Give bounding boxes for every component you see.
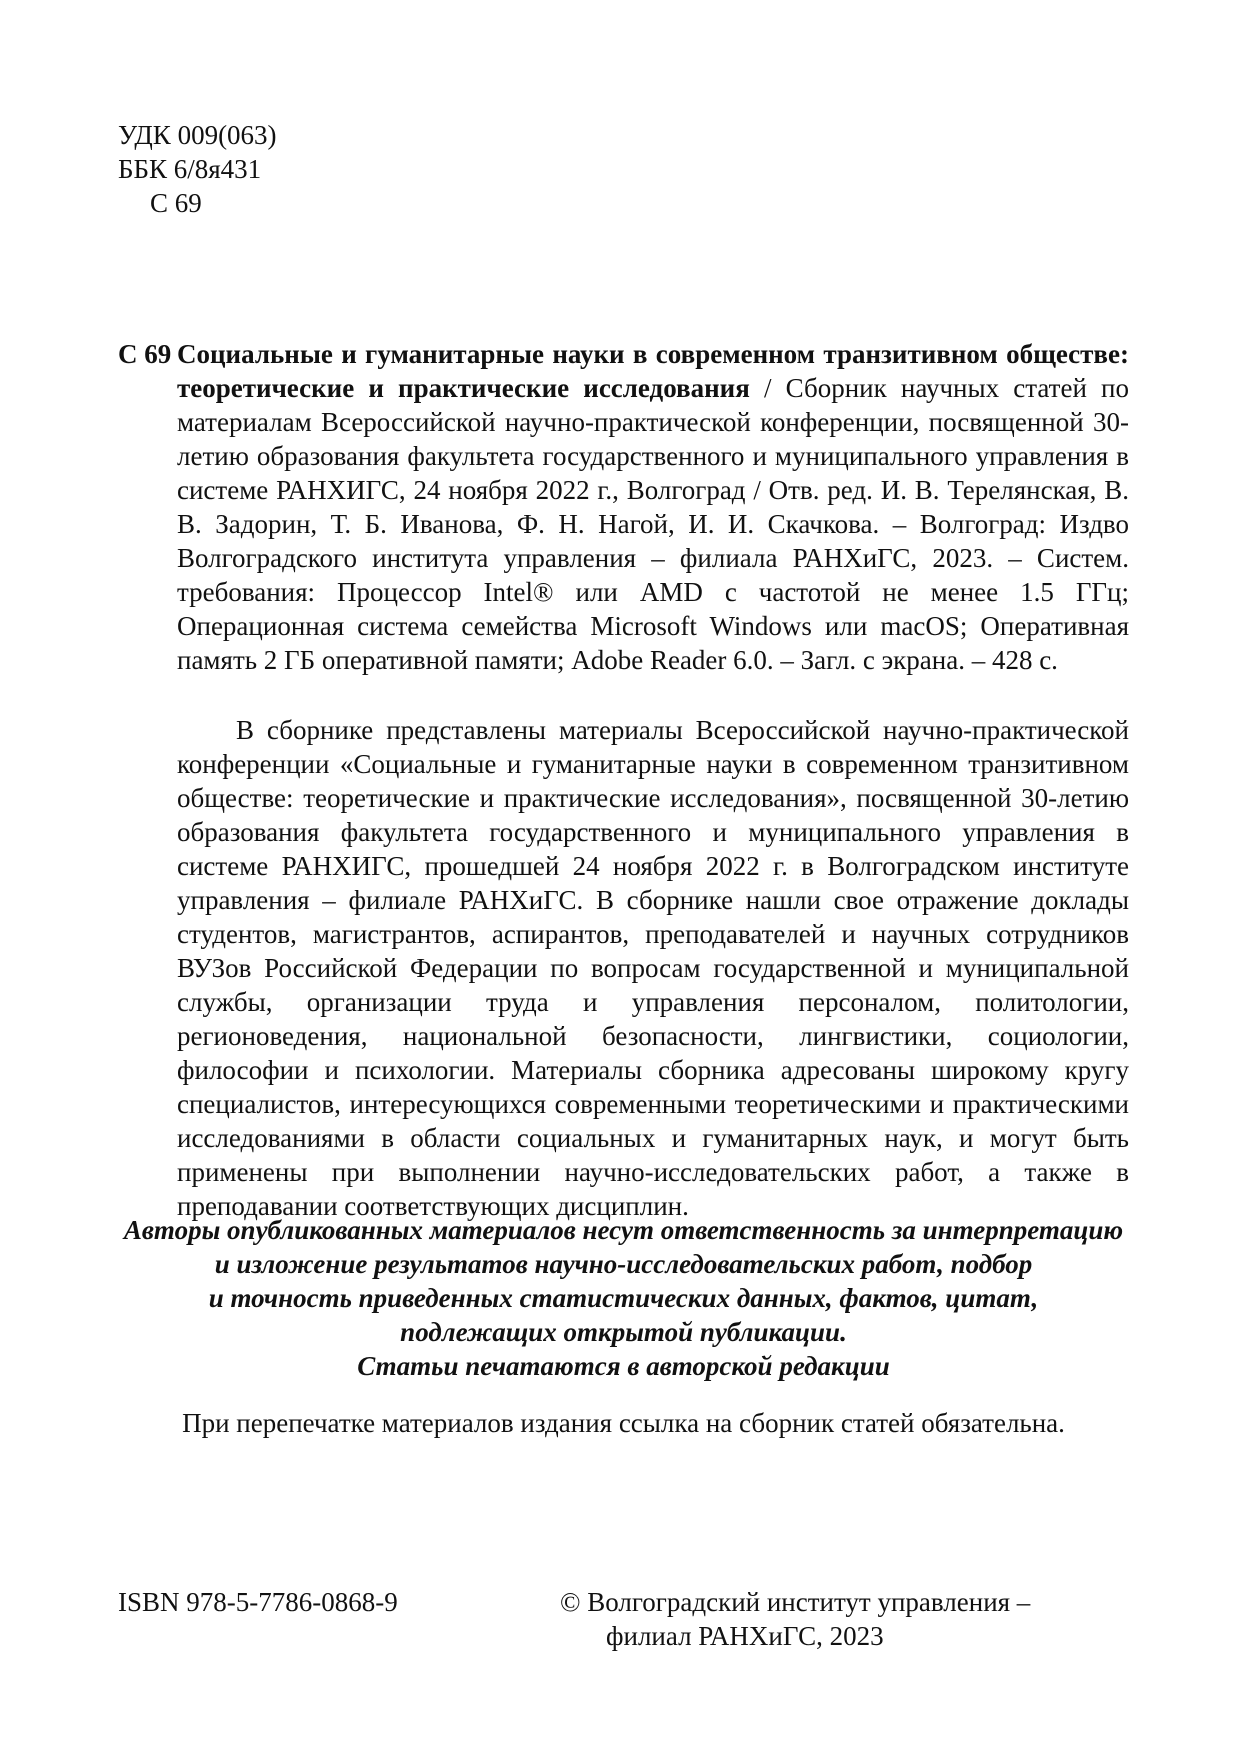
cutter-label: С 69 [118, 339, 172, 369]
disclaimer [118, 1213, 1129, 1383]
udk-code: УДК 009(063) [118, 120, 277, 150]
disclaimer-line: Авторы опубликованных материалов несут ответственность за интерпретацию [123, 1215, 1124, 1245]
reprint-notice: При перепечатке материалов издания ссылка на сборник статей обязательна. [182, 1408, 1065, 1438]
disclaimer-line: подлежащих открытой публикации. [400, 1317, 847, 1347]
classification-block [118, 118, 277, 220]
abstract-paragraph: В сборнике представлены материалы Всероссийской научно-практической конференции «Социальные и гуманитарные науки в современном транзитивном обществе: теоретические и практические исследования», посвященной 30-летию образования факультета государственного и муниципального управления в системе РАНХИГС, прошедшей 24 ноября 2022 г. в Волгоградском институте управления – филиале РАНХиГС. В сборнике нашли свое отражение доклады студентов, магистрантов, аспирантов, преподавателей и научных сотрудников ВУЗов Российской Федерации по вопросам государственной и муниципальной службы, организации труда и управления персоналом, политологии, регионоведения, национальной безопасности, лингвистики, социологии, философии и психологии. Материалы сборника адресованы широкому кругу специалистов, интересующихся современными теоретическими и практическими исследованиями в области социальных и гуманитарных наук, и могут быть применены при выполнении научно-исследовательских работ, а также в преподавании соответствующих дисциплин. [177, 715, 1129, 1221]
bbk-code: ББК 6/8я431 [118, 154, 262, 184]
cutter-code: С 69 [150, 188, 202, 218]
book-title: Социальные и гуманитарные науки в современном транзитивном обществе: теоретические и практические исследования [177, 339, 1129, 403]
bibliographic-record [118, 337, 1129, 677]
copyright-line: © Волгоградский институт управления – [560, 1587, 1031, 1617]
isbn: ISBN 978-5-7786-0868-9 [118, 1587, 398, 1617]
disclaimer-line: Статьи печатаются в авторской редакции [357, 1351, 890, 1381]
bibliographic-description [177, 337, 1129, 677]
disclaimer-line: и изложение результатов научно-исследовательских работ, подбор [214, 1249, 1033, 1279]
disclaimer-line: и точность приведенных статистических данных, фактов, цитат, [208, 1283, 1039, 1313]
copyright-line: филиал РАНХиГС, 2023 [606, 1621, 884, 1651]
copyright-notice [560, 1585, 1030, 1653]
bibliographic-details: / Сборник научных статей по материалам Всероссийской научно-практической конференции, посвященной 30-летию образования факультета государственного и муниципального управления в системе РАНХИГС, 24 ноября 2022 г., Волгоград / Отв. ред. И. В. Терелянская, В. В. Задорин, Т. Б. Иванова, Ф. Н. Нагой, И. И. Скачкова. – Волгоград: Издво Волгоградского института управления – филиала РАНХиГС, 2023. – Систем. требования: Процессор Intel® или AMD с частотой не менее 1.5 ГГц; Операционная система семейства Microsoft Windows или macOS; Оперативная память 2 ГБ оперативной памяти; Adobe Reader 6.0. – Загл. с экрана. – 428 с. [177, 373, 1130, 675]
